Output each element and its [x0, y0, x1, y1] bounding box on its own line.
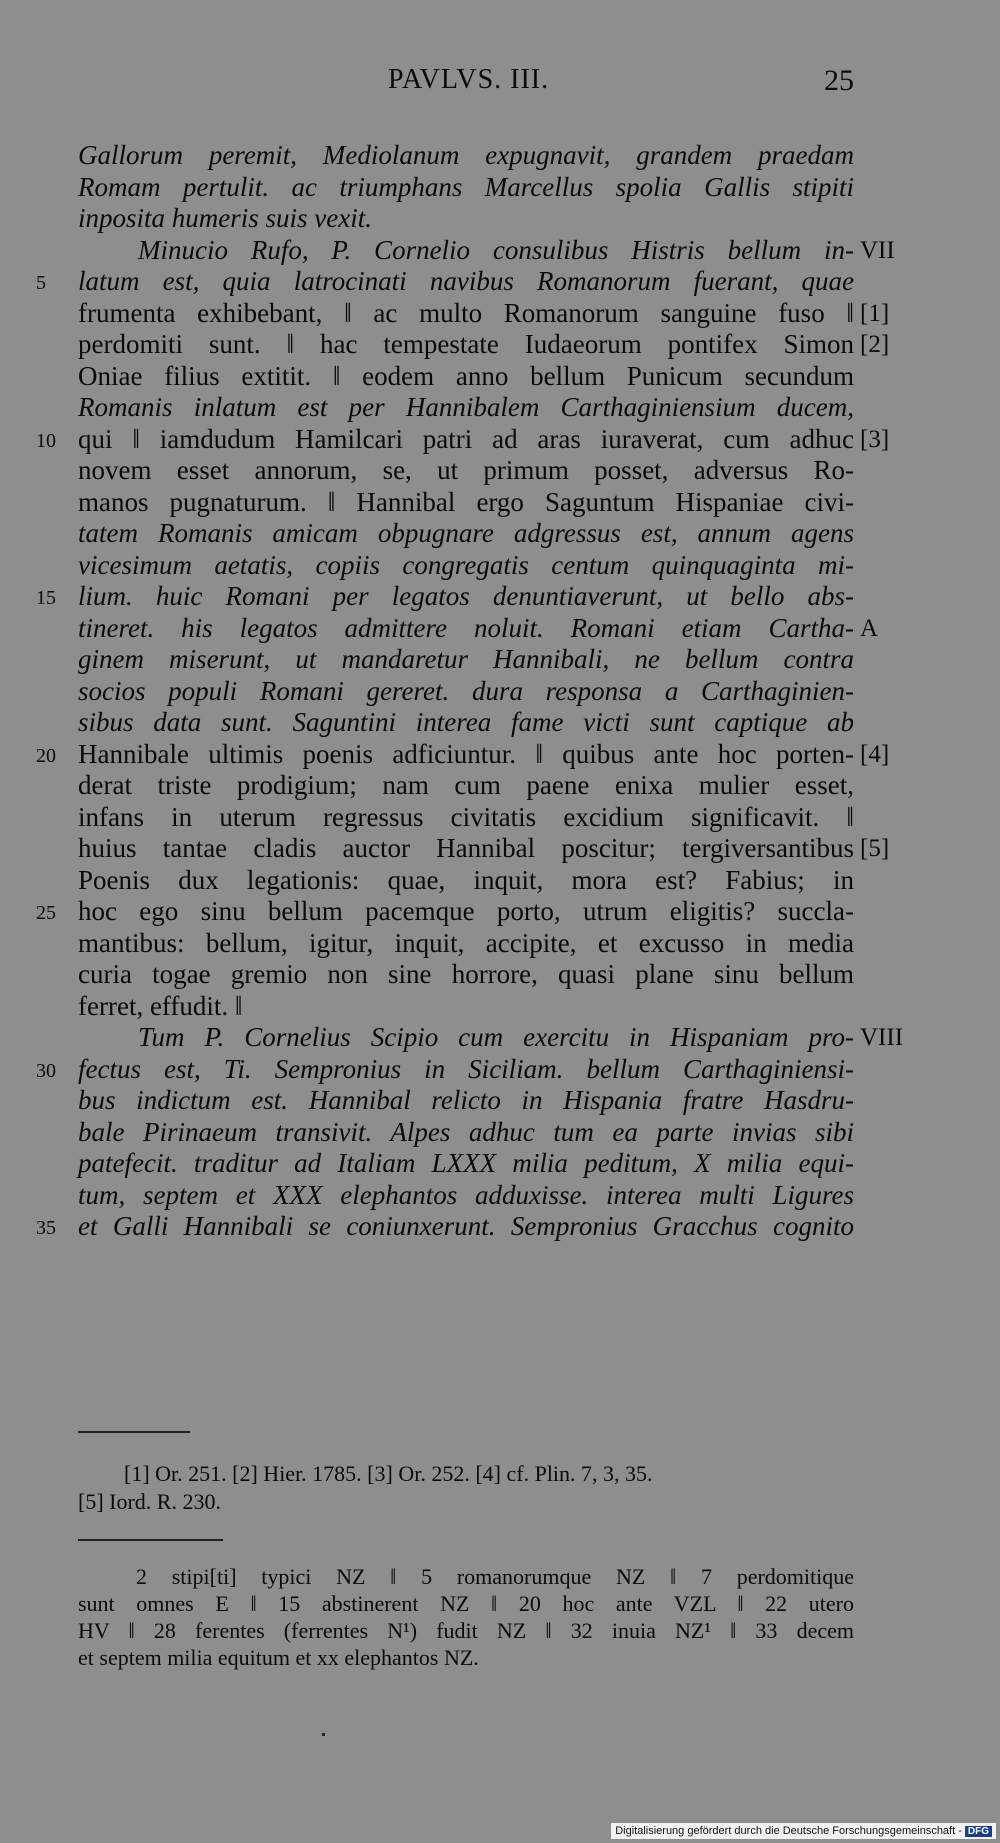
text-line [0, 739, 1000, 771]
footnote-line: [1] Or. 251. [2] Hier. 1785. [3] Or. 252. [4] cf. Plin. 7, 3, 35. [124, 1461, 653, 1486]
line-text: Hannibale ultimis poenis adficiuntur. ‖ quibus ante hoc porten- [78, 738, 854, 769]
apparatus-line: 2 stipi[ti] typici NZ ‖ 5 romanorumque NZ ‖ 7 perdomitique [136, 1564, 854, 1589]
line-text: novem esset annorum, se, ut primum posset, adversus Ro- [78, 455, 854, 485]
margin-note: VII [860, 236, 895, 264]
margin-note: [4] [860, 740, 890, 768]
text-line [0, 1180, 1000, 1212]
apparatus-line: HV ‖ 28 ferentes (ferrentes N¹) fudit NZ ‖ 32 inuia NZ¹ ‖ 33 decem [78, 1618, 854, 1643]
line-text: patefecit. traditur ad Italiam LXXX milia peditum, X milia equi- [78, 1148, 854, 1178]
text-line [0, 1085, 1000, 1117]
line-text: tatem Romanis amicam obpugnare adgressus est, annum agens [78, 518, 854, 548]
text-line [0, 896, 1000, 928]
line-text: et Galli Hannibali se coniunxerunt. Sempronius Gracchus cognito [78, 1211, 854, 1241]
text-line [0, 140, 1000, 172]
text-line [0, 1054, 1000, 1086]
margin-note: VIII [860, 1024, 904, 1051]
text-line [0, 707, 1000, 739]
text-line [0, 1022, 1000, 1054]
main-text [0, 140, 1000, 1243]
line-text: bus indictum est. Hannibal relicto in Hispania fratre Hasdru- [78, 1085, 854, 1115]
text-line [0, 644, 1000, 676]
text-line [0, 1148, 1000, 1180]
page-number: 25 [824, 64, 854, 97]
line-text: derat triste prodigium; nam cum paene enixa mulier esset, [78, 770, 854, 800]
margin-note: [5] [860, 835, 890, 862]
speck-mark [322, 1733, 325, 1736]
text-line [0, 928, 1000, 960]
line-text: perdomiti sunt. ‖ hac tempestate Iudaeorum pontifex Simon [78, 329, 854, 359]
footnote-line: [5] Iord. R. 230. [78, 1489, 221, 1514]
line-number: 5 [36, 272, 46, 294]
apparatus-line: et septem milia equitum et xx elephantos NZ. [78, 1645, 479, 1670]
apparatus-line: sunt omnes E ‖ 15 abstinerent NZ ‖ 20 hoc ante VZL ‖ 22 utero [78, 1591, 854, 1616]
line-text: Tum P. Cornelius Scipio cum exercitu in Hispaniam pro- [138, 1022, 854, 1052]
text-line [0, 833, 1000, 865]
text-line [0, 865, 1000, 897]
margin-note: [3] [860, 425, 890, 453]
text-line [0, 1211, 1000, 1243]
text-line [0, 613, 1000, 645]
text-line [0, 991, 1000, 1023]
margin-note: A [860, 614, 879, 642]
text-line [0, 770, 1000, 802]
text-line [0, 172, 1000, 204]
critical-apparatus [78, 1563, 854, 1671]
line-text: mantibus: bellum, igitur, inquit, accipite, et excusso in media [78, 927, 854, 958]
apparatus-divider [78, 1539, 223, 1541]
line-text: inposita humeris suis vexit. [78, 203, 372, 233]
line-text: huius tantae cladis auctor Hannibal poscitur; tergiversantibus [78, 833, 854, 863]
text-line [0, 329, 1000, 361]
line-text: sibus data sunt. Saguntini interea fame victi sunt captique ab [78, 707, 854, 737]
line-text: Poenis dux legationis: quae, inquit, mora est? Fabius; in [78, 864, 854, 895]
line-text: bale Pirinaeum transivit. Alpes adhuc tum ea parte invias sibi [78, 1116, 854, 1147]
line-text: tum, septem et XXX elephantos adduxisse. interea multi Ligures [78, 1179, 854, 1210]
line-text: vicesimum aetatis, copiis congregatis centum quinquaginta mi- [78, 549, 854, 580]
text-line [0, 581, 1000, 613]
line-text: qui ‖ iamdudum Hamilcari patri ad aras iuraverat, cum adhuc [78, 423, 854, 454]
line-text: Oniae filius extitit. ‖ eodem anno bellum Punicum secundum [78, 360, 854, 391]
text-line [0, 550, 1000, 582]
digitization-credit [611, 1823, 996, 1839]
line-number: 30 [36, 1059, 56, 1082]
line-text: Romam pertulit. ac triumphans Marcellus spolia Gallis stipiti [78, 171, 854, 202]
text-line [0, 424, 1000, 456]
running-title: PAVLVS. III. [388, 64, 550, 95]
line-text: hoc ego sinu bellum pacemque porto, utrum eligitis? succla- [78, 896, 854, 926]
text-line [0, 203, 1000, 235]
line-text: Romanis inlatum est per Hannibalem Carthaginiensium ducem, [78, 392, 854, 422]
line-text: ferret, effudit. ‖ [78, 990, 243, 1021]
line-number: 10 [36, 429, 56, 452]
line-text: socios populi Romani gereret. dura responsa a Carthaginien- [78, 675, 854, 706]
dfg-logo: DFG [965, 1826, 992, 1837]
text-line [0, 235, 1000, 267]
line-text: ginem miserunt, ut mandaretur Hannibali, ne bellum contra [78, 644, 854, 674]
line-text: tineret. his legatos admittere noluit. Romani etiam Cartha- [78, 612, 854, 643]
line-number: 35 [36, 1217, 56, 1239]
line-text: latum est, quia latrocinati navibus Romanorum fuerant, quae [78, 266, 854, 296]
source-footnotes [78, 1460, 854, 1516]
line-number: 15 [36, 587, 56, 609]
text-line [0, 676, 1000, 708]
text-line [0, 487, 1000, 519]
margin-note: [2] [860, 331, 890, 358]
line-text: Minucio Rufo, P. Cornelio consulibus Histris bellum in- [138, 234, 854, 265]
text-line [0, 959, 1000, 991]
margin-note: [1] [860, 299, 890, 327]
text-line [0, 361, 1000, 393]
line-text: curia togae gremio non sine horrore, quasi plane sinu bellum [78, 959, 854, 989]
line-text: lium. huic Romani per legatos denuntiaverunt, ut bello abs- [78, 581, 854, 611]
line-number: 20 [36, 744, 56, 767]
footnote-divider [78, 1431, 190, 1433]
running-head [0, 64, 1000, 104]
text-line [0, 455, 1000, 487]
line-text: Gallorum peremit, Mediolanum expugnavit, grandem praedam [78, 140, 854, 170]
line-number: 25 [36, 902, 56, 924]
text-line [0, 266, 1000, 298]
line-text: fectus est, Ti. Sempronius in Siciliam. bellum Carthaginiensi- [78, 1053, 854, 1084]
line-text: infans in uterum regressus civitatis excidium significavit. ‖ [78, 801, 854, 832]
text-line [0, 298, 1000, 330]
credit-text: Digitalisierung gefördert durch die Deutsche Forschungsgemeinschaft - [615, 1825, 962, 1837]
text-line [0, 392, 1000, 424]
line-text: frumenta exhibebant, ‖ ac multo Romanorum sanguine fuso ‖ [78, 297, 854, 328]
text-line [0, 1117, 1000, 1149]
line-text: manos pugnaturum. ‖ Hannibal ergo Saguntum Hispaniae civi- [78, 486, 854, 517]
text-line [0, 518, 1000, 550]
text-line [0, 802, 1000, 834]
